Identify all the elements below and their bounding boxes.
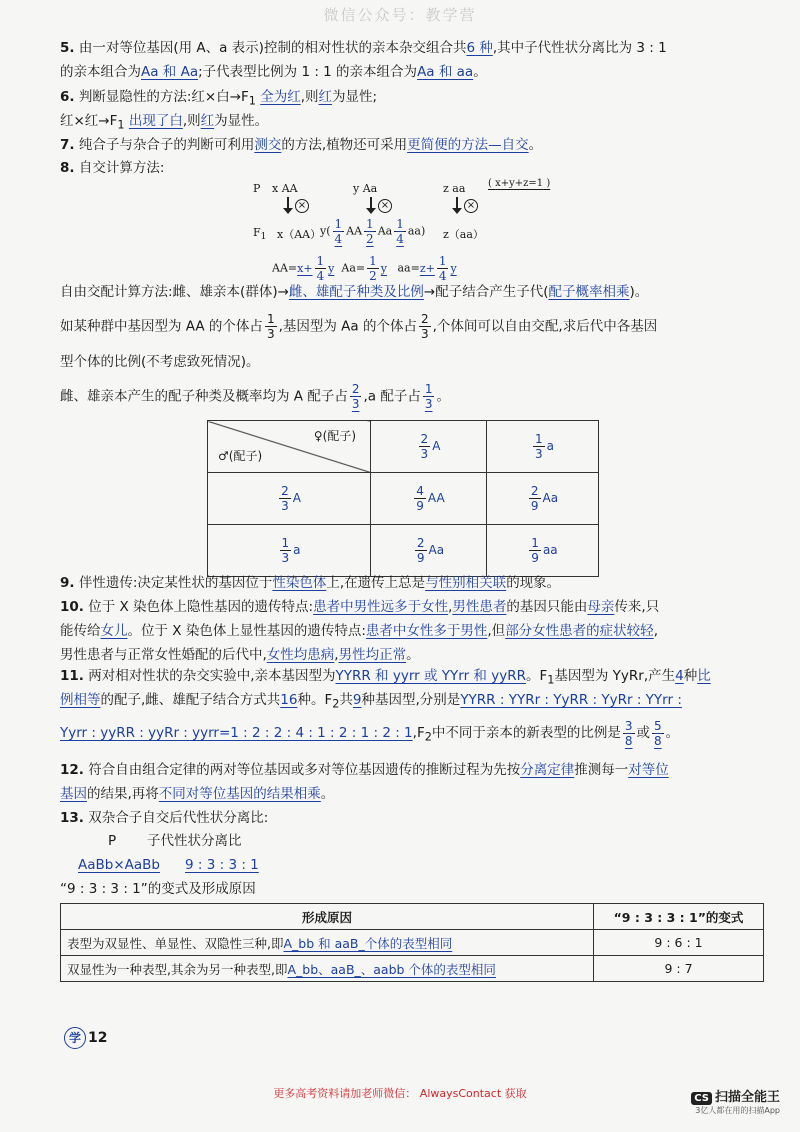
item-7 bbox=[60, 135, 542, 155]
answer: 比 bbox=[697, 668, 711, 684]
text: ,个体间可以自由交配,求后代中各基因 bbox=[432, 318, 658, 335]
page-number bbox=[64, 1027, 107, 1049]
answer: YYRR 和 yyrr 或 YYrr 和 yyRR bbox=[335, 668, 526, 684]
male-gamete-label: ♂(配子) bbox=[218, 449, 263, 463]
col-header-A bbox=[371, 421, 487, 473]
gamete: a bbox=[546, 439, 554, 453]
item-9 bbox=[60, 573, 560, 593]
fraction bbox=[533, 432, 545, 461]
cell-Aa-1 bbox=[486, 473, 598, 525]
selfing-icon: × bbox=[464, 199, 478, 213]
text: 为显性; bbox=[332, 89, 378, 105]
denominator: 3 bbox=[420, 327, 429, 341]
text: 的现象。 bbox=[506, 575, 561, 591]
female-gamete-label: ♀(配子) bbox=[313, 429, 356, 443]
numerator: 4 bbox=[416, 484, 424, 498]
numerator: 1 bbox=[316, 254, 325, 268]
text: 种。F bbox=[297, 692, 333, 708]
denominator: 9 bbox=[530, 499, 539, 513]
label: AA= bbox=[272, 261, 298, 275]
item-13-p-label: P bbox=[108, 833, 117, 849]
diagram-f1y bbox=[320, 217, 425, 246]
text: 的配子,雌、雄配子结合方式共 bbox=[100, 692, 281, 708]
f1-sub: 1 bbox=[260, 231, 267, 243]
diagram-zaa: z aa bbox=[443, 182, 466, 195]
text: 种基因型,分别是 bbox=[361, 692, 461, 708]
f1-text: F bbox=[253, 226, 261, 239]
answer: 与性别相关联 bbox=[425, 575, 507, 591]
fraction bbox=[315, 254, 327, 283]
answer: 红 bbox=[318, 89, 333, 105]
numerator: 2 bbox=[530, 484, 539, 498]
item-number: 6. bbox=[60, 89, 75, 105]
denominator: 4 bbox=[316, 269, 325, 283]
text: 如某种群中基因型为 AA 的个体占 bbox=[60, 318, 263, 335]
denominator: 3 bbox=[534, 447, 543, 461]
scanner-logo bbox=[691, 1086, 780, 1105]
item-number: 9. bbox=[60, 575, 75, 591]
numerator: 2 bbox=[420, 312, 429, 326]
answer bbox=[297, 254, 335, 283]
term: z+ bbox=[419, 261, 435, 275]
row-header-A bbox=[208, 473, 371, 525]
diagram-f1z: z（aa） bbox=[443, 228, 484, 241]
text: 推测每一 bbox=[574, 762, 629, 778]
text: 双显性为一种表型,其余为另一种表型,即 bbox=[67, 961, 288, 977]
page-number-text: 12 bbox=[88, 1030, 108, 1046]
table-row bbox=[61, 956, 764, 982]
text: 。 bbox=[528, 137, 543, 153]
variant-cell: 9 : 6 : 1 bbox=[594, 930, 764, 956]
item-10-line3 bbox=[60, 645, 420, 665]
cell-aa bbox=[486, 525, 598, 577]
text: ,则 bbox=[300, 89, 319, 105]
answer: Aa 和 aa bbox=[417, 64, 474, 80]
label: Aa= bbox=[341, 261, 366, 275]
scanner-tagline: 3亿人都在用的扫描App bbox=[695, 1106, 780, 1115]
punnett-square bbox=[207, 420, 599, 577]
denominator: 9 bbox=[531, 551, 539, 565]
text: 传来,只 bbox=[614, 599, 660, 615]
header-cause: 形成原因 bbox=[61, 904, 594, 930]
label: aa= bbox=[397, 261, 420, 275]
fraction bbox=[333, 217, 345, 246]
text: , bbox=[653, 623, 658, 639]
text: 能传给 bbox=[60, 623, 101, 639]
col-header-a bbox=[486, 421, 598, 473]
arrow-down-icon bbox=[287, 197, 289, 209]
text: 。 bbox=[473, 64, 487, 80]
cs-logo-icon: CS bbox=[691, 1092, 712, 1105]
text: 雌、雄亲本产生的配子种类及概率均为 A 配子占 bbox=[60, 388, 348, 405]
fraction-1-3 bbox=[423, 382, 435, 411]
term: y bbox=[450, 261, 457, 275]
denominator: 3 bbox=[424, 397, 433, 411]
fraction bbox=[279, 484, 291, 513]
denominator: 3 bbox=[281, 551, 290, 565]
answer: 患者中女性多于男性 bbox=[365, 623, 488, 639]
answer: YYRR : YYRr : YyRR : YyRr : YYrr : bbox=[460, 692, 682, 708]
fraction bbox=[529, 536, 541, 565]
cause-cell bbox=[61, 930, 594, 956]
diagram-f1x: x（AA） bbox=[277, 228, 322, 241]
answer: 4 bbox=[675, 668, 684, 684]
numerator: 2 bbox=[416, 536, 425, 550]
item-13-ratio-heading: 子代性状分离比 bbox=[147, 833, 242, 849]
item-10-line1 bbox=[60, 597, 659, 617]
answer: 全为红 bbox=[260, 89, 301, 105]
text: ,F bbox=[412, 725, 425, 741]
answer: 红 bbox=[200, 113, 215, 129]
text: 男性患者与正常女性婚配的后代中, bbox=[60, 647, 267, 663]
answer: 男性均正常 bbox=[338, 647, 407, 663]
text: 上,在遗传上总是 bbox=[326, 575, 426, 591]
denominator: 4 bbox=[438, 269, 447, 283]
f1y-text: y( bbox=[320, 224, 331, 238]
answer: 例相等 bbox=[60, 692, 101, 708]
numerator: 1 bbox=[369, 254, 377, 268]
fraction-1-3 bbox=[265, 312, 277, 341]
denominator: 2 bbox=[369, 269, 377, 283]
item-number: 13. bbox=[60, 810, 84, 826]
numerator: 3 bbox=[624, 718, 633, 733]
genotype: Aa bbox=[428, 543, 445, 557]
cause-cell bbox=[61, 956, 594, 982]
denominator: 9 bbox=[416, 499, 424, 513]
text: 纯合子与杂合子的判断可利用 bbox=[78, 137, 255, 153]
cell-AA bbox=[371, 473, 487, 525]
numerator: 2 bbox=[420, 432, 429, 446]
subscript: 2 bbox=[424, 730, 432, 744]
denominator: 4 bbox=[396, 232, 404, 246]
answer: 性染色体 bbox=[272, 575, 327, 591]
answer: 男性患者 bbox=[452, 599, 507, 615]
example-line2: 型个体的比例(不考虑致死情况)。 bbox=[60, 354, 260, 370]
text: 自由交配计算方法:雌、雄亲本(群体)→ bbox=[60, 284, 289, 300]
item-6-line2 bbox=[60, 111, 268, 136]
text: 。 bbox=[406, 647, 420, 663]
text: ;子代表型比例为 1 : 1 的亲本组合为 bbox=[198, 64, 418, 80]
term: y bbox=[380, 261, 387, 275]
diagram-AA-freq bbox=[272, 254, 457, 283]
answer: 6 种 bbox=[466, 40, 493, 56]
answer: Aa 和 Aa bbox=[141, 64, 199, 80]
genotype: AA bbox=[427, 491, 445, 505]
watermark: 微信公众号：教学营 bbox=[323, 6, 477, 24]
item-13-cross: AaBb×AaBb bbox=[78, 857, 160, 873]
text: 中不同于亲本的新表型的比例是 bbox=[431, 725, 621, 741]
text: 伴性遗传:决定某性状的基因位于 bbox=[78, 575, 273, 591]
item-13 bbox=[60, 808, 268, 828]
term: x+ bbox=[297, 261, 313, 275]
text: 双杂合子自交后代性状分离比: bbox=[88, 810, 269, 826]
subscript: 1 bbox=[248, 94, 256, 108]
item-5-line1 bbox=[60, 38, 667, 58]
answer: A_bb 和 aaB_个体的表型相同 bbox=[283, 935, 453, 951]
denominator: 8 bbox=[624, 733, 633, 748]
text: , bbox=[448, 599, 453, 615]
item-11-line3 bbox=[60, 718, 679, 753]
cell-Aa-2 bbox=[371, 525, 487, 577]
genotype: Aa bbox=[377, 224, 393, 238]
denominator: 3 bbox=[420, 447, 429, 461]
answer: 16 bbox=[280, 692, 298, 708]
fraction-2-3 bbox=[419, 312, 431, 341]
diagram-yAa: y Aa bbox=[353, 182, 378, 195]
fraction bbox=[367, 254, 379, 283]
subscript: 1 bbox=[547, 673, 555, 687]
answer: 部分女性患者的症状较轻 bbox=[505, 623, 654, 639]
genotype: aa bbox=[407, 224, 421, 238]
subscript: 1 bbox=[117, 118, 125, 132]
diagram-p-label: P bbox=[253, 182, 261, 195]
gamete: A bbox=[292, 491, 301, 505]
answer: 分离定律 bbox=[520, 762, 575, 778]
denominator: 2 bbox=[366, 232, 374, 246]
example-line3 bbox=[60, 382, 450, 411]
diagram-f1-label bbox=[253, 226, 266, 242]
item-number: 12. bbox=[60, 762, 84, 778]
selfing-icon: × bbox=[378, 199, 392, 213]
text: 种 bbox=[683, 668, 698, 684]
text: 的结果,再将 bbox=[87, 786, 159, 802]
text: ,其中子代性状分离比为 3 : 1 bbox=[492, 40, 667, 56]
item-6-line1 bbox=[60, 87, 377, 112]
footer-note: 更多高考资料请加老师微信： AlwaysContact 获取 bbox=[273, 1087, 527, 1100]
paren: ) bbox=[420, 224, 426, 238]
text: 由一对等位基因(用 A、a 表示)控制的相对性状的亲本杂交组合共 bbox=[78, 40, 467, 56]
text: 红×红→F bbox=[60, 113, 118, 129]
selfing-icon: × bbox=[295, 199, 309, 213]
numerator: 2 bbox=[281, 484, 289, 498]
text: 共 bbox=[339, 692, 353, 708]
row-header-a bbox=[208, 525, 371, 577]
item-5-line2 bbox=[60, 62, 487, 82]
text: 的方法,植物还可采用 bbox=[281, 137, 408, 153]
item-13-ratio: 9 : 3 : 3 : 1 bbox=[185, 857, 259, 873]
fraction-2-3 bbox=[350, 382, 362, 411]
text: 。 bbox=[436, 388, 450, 405]
answer: 9 bbox=[352, 692, 362, 708]
numerator: 1 bbox=[396, 217, 404, 231]
fraction bbox=[415, 536, 427, 565]
item-11-line1 bbox=[60, 666, 711, 691]
sum-text: x+y+z=1 bbox=[495, 178, 544, 189]
denominator: 3 bbox=[281, 499, 289, 513]
genotype: AA bbox=[346, 224, 363, 238]
answer: 女性均患病 bbox=[266, 647, 335, 663]
text: 判断显隐性的方法:红×白→F bbox=[78, 89, 249, 105]
text: 为显性。 bbox=[214, 113, 269, 129]
header-variant: “9 : 3 : 3 : 1”的变式 bbox=[594, 904, 764, 930]
answer: 母亲 bbox=[587, 599, 615, 615]
text: 的基因只能由 bbox=[506, 599, 588, 615]
table-header-row bbox=[61, 904, 764, 930]
text: 。 bbox=[665, 725, 680, 741]
denominator: 4 bbox=[334, 232, 343, 246]
variant-table bbox=[60, 903, 764, 982]
answer: 对等位 bbox=[628, 762, 669, 778]
answer: 出现了白 bbox=[128, 113, 183, 129]
text: 表型为双显性、单显性、双隐性三种,即 bbox=[67, 935, 284, 951]
gamete: A bbox=[432, 439, 441, 453]
answer: 患者中男性远多于女性 bbox=[313, 599, 449, 615]
denominator: 3 bbox=[266, 327, 275, 341]
item-12-line1 bbox=[60, 760, 669, 780]
fraction-3-8 bbox=[623, 719, 635, 748]
scanner-name: 扫描全能王 bbox=[714, 1090, 780, 1105]
answer: 更简便的方法—自交 bbox=[407, 137, 529, 153]
answer: 雌、雄配子种类及比例 bbox=[288, 284, 424, 300]
free-mating-method bbox=[60, 282, 648, 302]
item-13-variant-title: “9 : 3 : 3 : 1”的变式及形成原因 bbox=[60, 881, 256, 897]
numerator: 1 bbox=[531, 536, 539, 550]
numerator: 2 bbox=[351, 382, 360, 396]
arrow-down-icon bbox=[370, 197, 372, 209]
term: y bbox=[328, 261, 335, 275]
gamete: a bbox=[293, 543, 301, 557]
text: 或 bbox=[636, 725, 651, 741]
numerator: 1 bbox=[281, 536, 290, 550]
numerator: 1 bbox=[424, 382, 433, 396]
item-number: 7. bbox=[60, 137, 75, 153]
item-12-line2 bbox=[60, 784, 334, 804]
denominator: 3 bbox=[351, 397, 360, 411]
text: →配子结合产生子代( bbox=[423, 284, 549, 300]
header-diagonal-cell bbox=[208, 421, 371, 473]
example-line1 bbox=[60, 312, 657, 341]
numerator: 1 bbox=[534, 432, 543, 446]
numerator: 5 bbox=[654, 718, 662, 733]
diagram-xAA: x AA bbox=[272, 182, 298, 195]
diagram-sum: ( x+y+z=1 ) bbox=[488, 178, 551, 189]
item-number: 11. bbox=[60, 668, 84, 684]
answer: Yyrr : yyRR : yyRr : yyrr=1 : 2 : 2 : 4 : 1 : 2 : 1 : 2 : 1 bbox=[60, 725, 413, 741]
item-8 bbox=[60, 158, 164, 178]
text: 两对相对性状的杂交实验中,亲本基因型为 bbox=[88, 668, 336, 684]
text: 基因型为 YyRr,产生 bbox=[554, 668, 676, 684]
genotype: aa bbox=[542, 543, 558, 557]
text: 。F bbox=[525, 668, 548, 684]
text: ,则 bbox=[182, 113, 201, 129]
item-number: 10. bbox=[60, 599, 84, 615]
text: 。位于 X 染色体上显性基因的遗传特点: bbox=[127, 623, 366, 639]
item-11-line2 bbox=[60, 690, 682, 715]
text: ,但 bbox=[487, 623, 506, 639]
numerator: 1 bbox=[334, 217, 343, 231]
denominator: 8 bbox=[654, 733, 662, 748]
fraction bbox=[280, 536, 292, 565]
fraction bbox=[419, 432, 431, 461]
text: 的亲本组合为 bbox=[60, 64, 141, 80]
fraction bbox=[394, 217, 406, 246]
answer bbox=[365, 254, 387, 283]
text: )。 bbox=[629, 284, 649, 300]
text: 符合自由组合定律的两对等位基因或多对等位基因遗传的推断过程为先按 bbox=[88, 762, 521, 778]
text: 。 bbox=[320, 786, 335, 802]
answer: 测交 bbox=[254, 137, 282, 153]
text: 自交计算方法: bbox=[78, 160, 165, 176]
denominator: 9 bbox=[416, 551, 425, 565]
item-10-line2 bbox=[60, 621, 658, 641]
answer: 配子概率相乘 bbox=[548, 284, 630, 300]
answer bbox=[419, 254, 457, 283]
text: ,基因型为 Aa 的个体占 bbox=[278, 318, 417, 335]
variant-cell: 9 : 7 bbox=[594, 956, 764, 982]
text: 位于 X 染色体上隐性基因的遗传特点: bbox=[88, 599, 314, 615]
fraction bbox=[364, 217, 376, 246]
numerator: 1 bbox=[266, 312, 275, 326]
answer: 不同对等位基因的结果相乘 bbox=[158, 786, 321, 802]
table-row bbox=[61, 930, 764, 956]
numerator: 1 bbox=[366, 217, 374, 231]
arrow-down-icon bbox=[456, 197, 458, 209]
subscript: 2 bbox=[332, 697, 340, 711]
text: ,a 配子占 bbox=[363, 388, 421, 405]
fraction bbox=[437, 254, 449, 283]
answer: 女儿 bbox=[100, 623, 128, 639]
genotype: Aa bbox=[542, 491, 559, 505]
fraction-5-8 bbox=[652, 719, 664, 748]
answer: A_bb、aaB_、aabb 个体的表型相同 bbox=[287, 961, 496, 977]
answer: 基因 bbox=[60, 786, 87, 802]
item-number: 5. bbox=[60, 40, 75, 56]
page-badge-icon: 学 bbox=[64, 1027, 86, 1049]
text: , bbox=[334, 647, 339, 663]
numerator: 1 bbox=[438, 254, 447, 268]
fraction bbox=[414, 484, 426, 513]
item-number: 8. bbox=[60, 160, 75, 176]
fraction bbox=[529, 484, 541, 513]
